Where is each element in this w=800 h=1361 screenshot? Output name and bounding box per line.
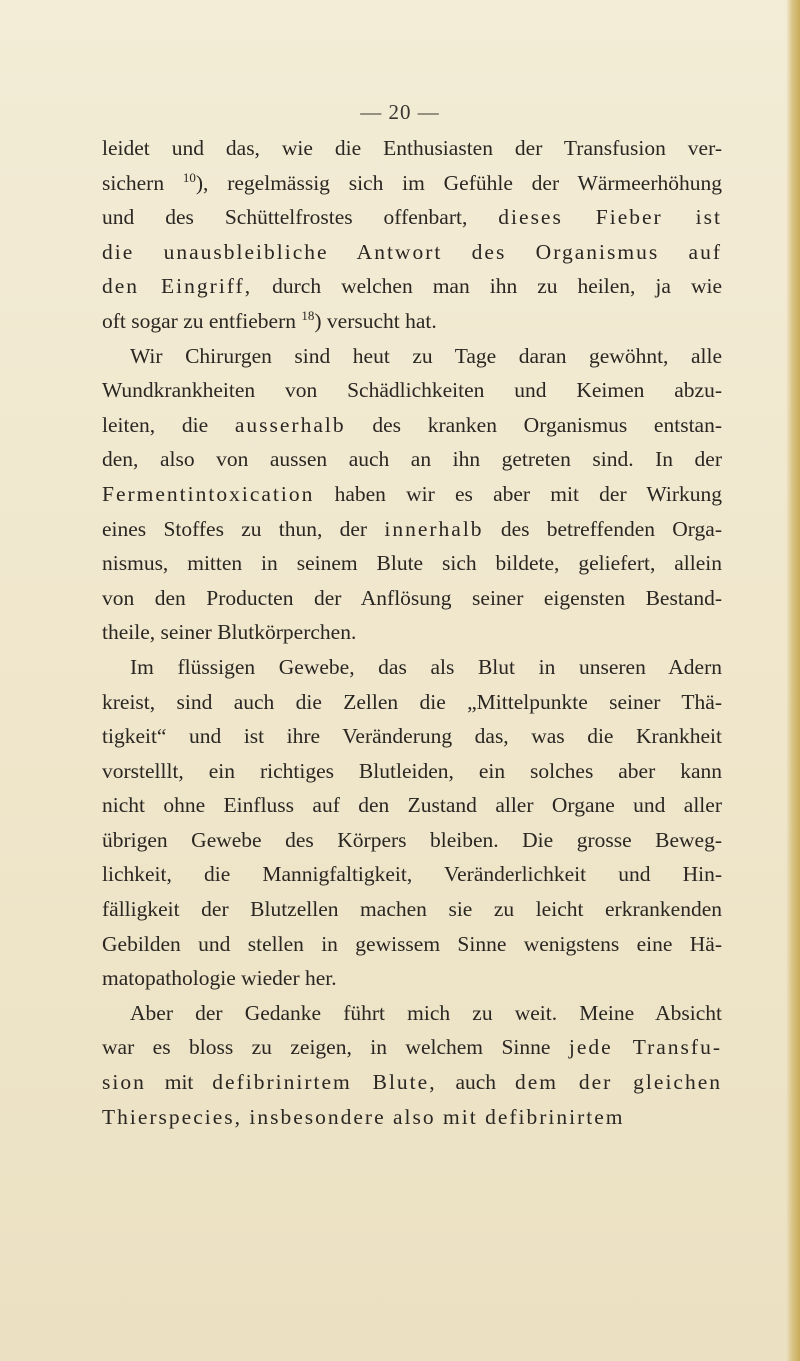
emphasized-text: ausserhalb [234, 412, 346, 437]
text-line [102, 408, 722, 443]
footnote-marker: 18 [301, 307, 315, 323]
text-line [102, 1100, 722, 1135]
body-text [102, 131, 722, 1134]
text-run: kreist, sind auch die Zellen die „Mittelpunkte seiner Thä- [102, 689, 722, 714]
text-line [102, 512, 722, 547]
text-line [102, 131, 722, 166]
emphasized-text: dem der gleichen [514, 1070, 723, 1095]
text-line [102, 892, 722, 927]
text-run: leidet und das, wie die Enthusiasten der Transfusion ver- [102, 136, 722, 160]
emphasized-text: Thierspecies, insbesondere also mit defibrinirtem [102, 1104, 625, 1129]
text-run: von den Producten der Anflösung seiner eigensten Bestand- [102, 585, 722, 610]
emphasized-text: innerhalb [384, 516, 484, 541]
text-run: nicht ohne Einfluss auf den Zustand aller Organe und aller [102, 793, 722, 818]
text-line [102, 304, 722, 339]
text-line [102, 754, 722, 789]
text-line [102, 685, 722, 720]
text-run: leiten, die [102, 412, 235, 437]
text-run: nismus, mitten in seinem Blute sich bildete, geliefert, allein [102, 551, 722, 576]
text-run: den, also von aussen auch an ihn getreten sind. In der [102, 447, 722, 472]
text-run: des kranken Organismus entstan- [345, 412, 722, 437]
text-line [102, 235, 722, 270]
text-line [102, 1065, 722, 1100]
text-line [102, 546, 722, 581]
text-run: Im flüssigen Gewebe, das als Blut in unseren Adern [130, 654, 722, 679]
text-line [102, 823, 722, 858]
paragraph [102, 131, 722, 339]
page-edge-shadow [786, 0, 800, 1361]
text-run: auch [436, 1070, 515, 1095]
text-line [102, 269, 722, 304]
emphasized-text: dieses Fieber ist [498, 205, 722, 230]
text-run: lichkeit, die Mannigfaltigkeit, Veränderlichkeit und Hin- [102, 862, 722, 887]
text-run: tigkeit“ und ist ihre Veränderung das, was die Krankheit [102, 724, 722, 749]
paragraph [102, 650, 722, 996]
text-line [102, 200, 722, 235]
emphasized-text: den Eingriff, [102, 274, 253, 299]
text-run: und des Schüttelfrostes offenbart, [102, 205, 499, 230]
emphasized-text: defibrinirtem Blute, [212, 1070, 437, 1095]
text-run: Wir Chirurgen sind heut zu Tage daran gewöhnt, alle [130, 343, 722, 368]
emphasized-text: jede Transfu- [568, 1035, 722, 1060]
text-run: Wundkrankheiten von Schädlichkeiten und Keimen abzu- [102, 378, 722, 403]
text-run: matopathologie wieder her. [102, 966, 337, 991]
text-line [102, 615, 722, 650]
text-line [102, 166, 722, 201]
text-line [102, 442, 722, 477]
text-run: durch welchen man ihn zu heilen, ja wie [252, 274, 722, 299]
text-run: mit [145, 1070, 213, 1095]
text-run: haben wir es aber mit der Wirkung [314, 481, 722, 506]
text-run: vorstelllt, ein richtiges Blutleiden, ein solches aber kann [102, 758, 722, 783]
text-line [102, 581, 722, 616]
text-line [102, 961, 722, 996]
text-line [102, 1030, 722, 1065]
text-run: übrigen Gewebe des Körpers bleiben. Die grosse Beweg- [102, 827, 722, 852]
text-line [102, 857, 722, 892]
emphasized-text: die unausbleibliche Antwort des Organismus auf [102, 239, 722, 264]
emphasized-text: Fermentintoxication [102, 481, 315, 506]
text-run: war es bloss zu zeigen, in welchem Sinne [102, 1035, 569, 1060]
text-run: eines Stoffes zu thun, der [102, 516, 385, 541]
text-run: theile, seiner Blutkörperchen. [102, 620, 357, 645]
page-number: — 20 — [360, 100, 440, 124]
text-line [102, 650, 722, 685]
text-run: oft sogar zu entfiebern [102, 308, 302, 333]
text-run: fälligkeit der Blutzellen machen sie zu leicht erkrankenden [102, 897, 722, 922]
paragraph [102, 996, 722, 1134]
paragraph [102, 339, 722, 650]
text-line [102, 719, 722, 754]
text-line [102, 927, 722, 962]
text-line [102, 996, 722, 1031]
text-run: des betreffenden Orga- [483, 516, 722, 541]
footnote-marker: 10 [182, 169, 196, 185]
emphasized-text: sion [102, 1070, 146, 1095]
text-run: ) versucht hat. [314, 308, 437, 333]
text-line [102, 788, 722, 823]
text-run: Aber der Gedanke führt mich zu weit. Meine Absicht [130, 1000, 722, 1025]
text-run: Gebilden und stellen in gewissem Sinne wenigstens eine Hä- [102, 931, 722, 956]
text-run: ), regelmässig sich im Gefühle der Wärmeerhöhung [195, 170, 722, 195]
text-line [102, 339, 722, 374]
text-line [102, 373, 722, 408]
text-line [102, 477, 722, 512]
text-run: sichern [102, 170, 183, 195]
